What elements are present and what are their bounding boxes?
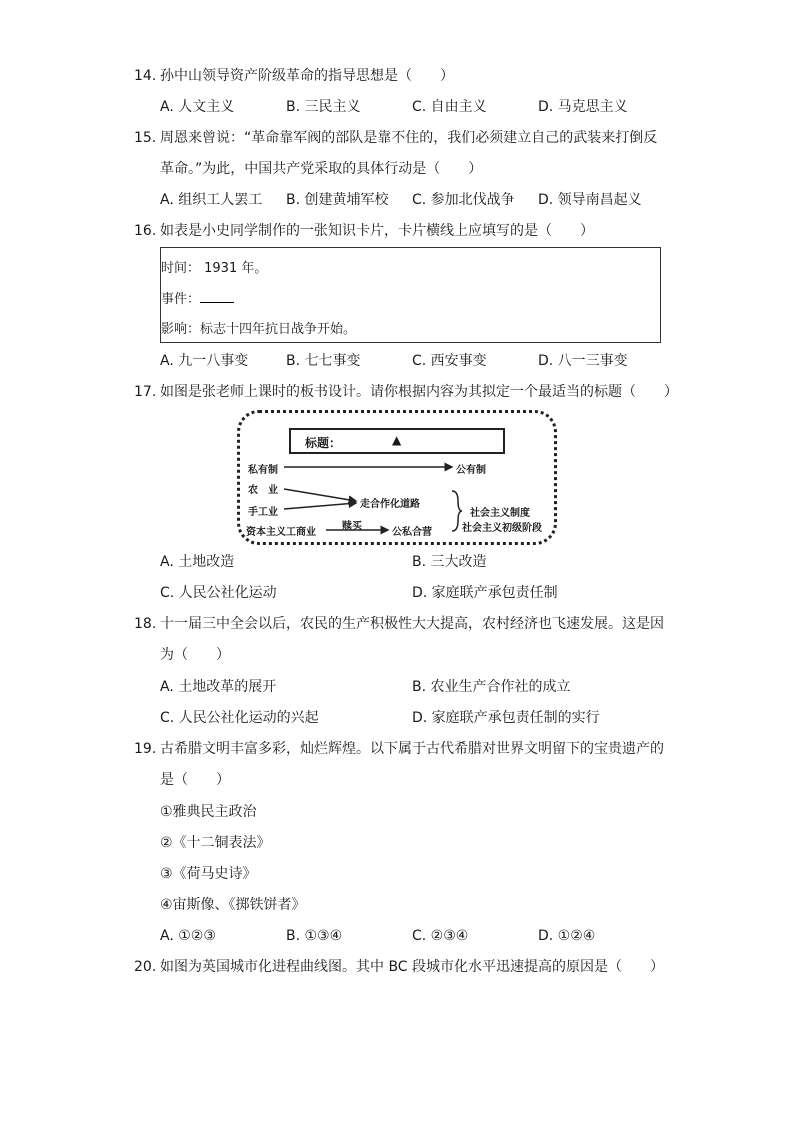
question-number: 15. [134,130,157,146]
label-joint-ownership: 公私合营 [392,527,432,538]
option-c[interactable]: C. 人民公社化运动 [160,585,277,601]
option-d[interactable]: D. 领导南昌起义 [538,192,642,208]
question-stem: 如图是张老师上课时的板书设计。请你根据内容为其拟定一个最适当的标题（ ） [160,384,678,400]
question-stem-line2: 是（ ） [160,772,230,788]
option-c[interactable]: C. 自由主义 [412,99,487,115]
option-a[interactable]: A. 土地改造 [160,554,235,570]
label-capitalist-industry: 资本主义工商业 [246,527,316,538]
question-stem: 如图为英国城市化进程曲线图。其中 BC 段城市化水平迅速提高的原因是（ ） [160,959,665,975]
board-arrows [240,413,554,542]
statement-item: ①雅典民主政治 [160,804,257,820]
label-agriculture: 农 业 [248,485,278,496]
option-a[interactable]: A. 九一八事变 [160,353,249,369]
question-stem-line1: 十一届三中全会以后，农民的生产积极性大大提高，农村经济也飞速发展。这是因 [160,616,664,632]
label-primary-stage: 社会主义初级阶段 [462,523,542,534]
card-event-label: 事件： [161,292,201,307]
question-stem-line2: 为（ ） [160,647,230,663]
option-d[interactable]: D. 家庭联产承包责任制的实行 [412,710,600,726]
label-cooperative-road: 走合作化道路 [360,499,420,510]
option-b[interactable]: B. 创建黄埔军校 [286,192,389,208]
statement-item: ②《十二铜表法》 [160,835,271,851]
card-event [161,288,234,307]
option-b[interactable]: B. 三民主义 [286,99,361,115]
question-number: 18. [134,616,157,632]
option-b[interactable]: B. 农业生产合作社的成立 [412,679,571,695]
question-number: 19. [134,741,157,757]
board-title: 标题： [305,436,342,450]
option-a[interactable]: A. ①②③ [160,928,216,944]
option-c[interactable]: C. 参加北伐战争 [412,192,515,208]
triangle-icon: ▲ [392,433,402,447]
option-a[interactable]: A. 土地改革的展开 [160,679,277,695]
option-d[interactable]: D. 家庭联产承包责任制 [412,585,558,601]
option-b[interactable]: B. ①③④ [286,928,343,944]
label-handicraft: 手工业 [248,507,278,518]
question-stem: 如表是小史同学制作的一张知识卡片，卡片横线上应填写的是（ ） [160,223,594,239]
knowledge-card [160,247,661,343]
card-impact: 影响：标志十四年抗日战争开始。 [161,322,357,337]
option-c[interactable]: C. 人民公社化运动的兴起 [160,710,319,726]
card-time: 时间： 1931 年。 [161,261,268,276]
label-buyout: 赎买 [342,521,362,532]
answer-blank [200,290,234,303]
question-number: 14. [134,68,157,84]
option-c[interactable]: C. 西安事变 [412,353,487,369]
brace-icon [452,491,462,531]
question-number: 20. [134,959,157,975]
option-d[interactable]: D. 马克思主义 [538,99,628,115]
option-a[interactable]: A. 人文主义 [160,99,235,115]
question-stem: 孙中山领导资产阶级革命的指导思想是（ ） [160,68,454,84]
question-stem-line2: 革命。”为此，中国共产党采取的具体行动是（ ） [160,161,483,177]
label-public-ownership: 公有制 [456,465,486,476]
label-private-ownership: 私有制 [248,465,278,476]
arrow-handicraft [284,503,356,509]
option-b[interactable]: B. 三大改造 [412,554,487,570]
option-c[interactable]: C. ②③④ [412,928,469,944]
option-d[interactable]: D. 八一三事变 [538,353,628,369]
statement-item: ④宙斯像、《掷铁饼者》 [160,897,306,913]
question-stem-line1: 古希腊文明丰富多彩，灿烂辉煌。以下属于古代希腊对世界文明留下的宝贵遗产的 [160,741,664,757]
option-d[interactable]: D. ①②④ [538,928,596,944]
question-stem-line1: 周恩来曾说：“革命靠军阀的部队是靠不住的，我们必须建立自己的武装来打倒反 [160,130,658,146]
option-a[interactable]: A. 组织工人罢工 [160,192,263,208]
statement-item: ③《荷马史诗》 [160,866,257,882]
question-number: 17. [134,384,157,400]
question-number: 16. [134,223,157,239]
blackboard-diagram [237,410,557,545]
arrow-agriculture [284,489,356,501]
label-socialist-system: 社会主义制度 [470,508,530,519]
option-b[interactable]: B. 七七事变 [286,353,361,369]
